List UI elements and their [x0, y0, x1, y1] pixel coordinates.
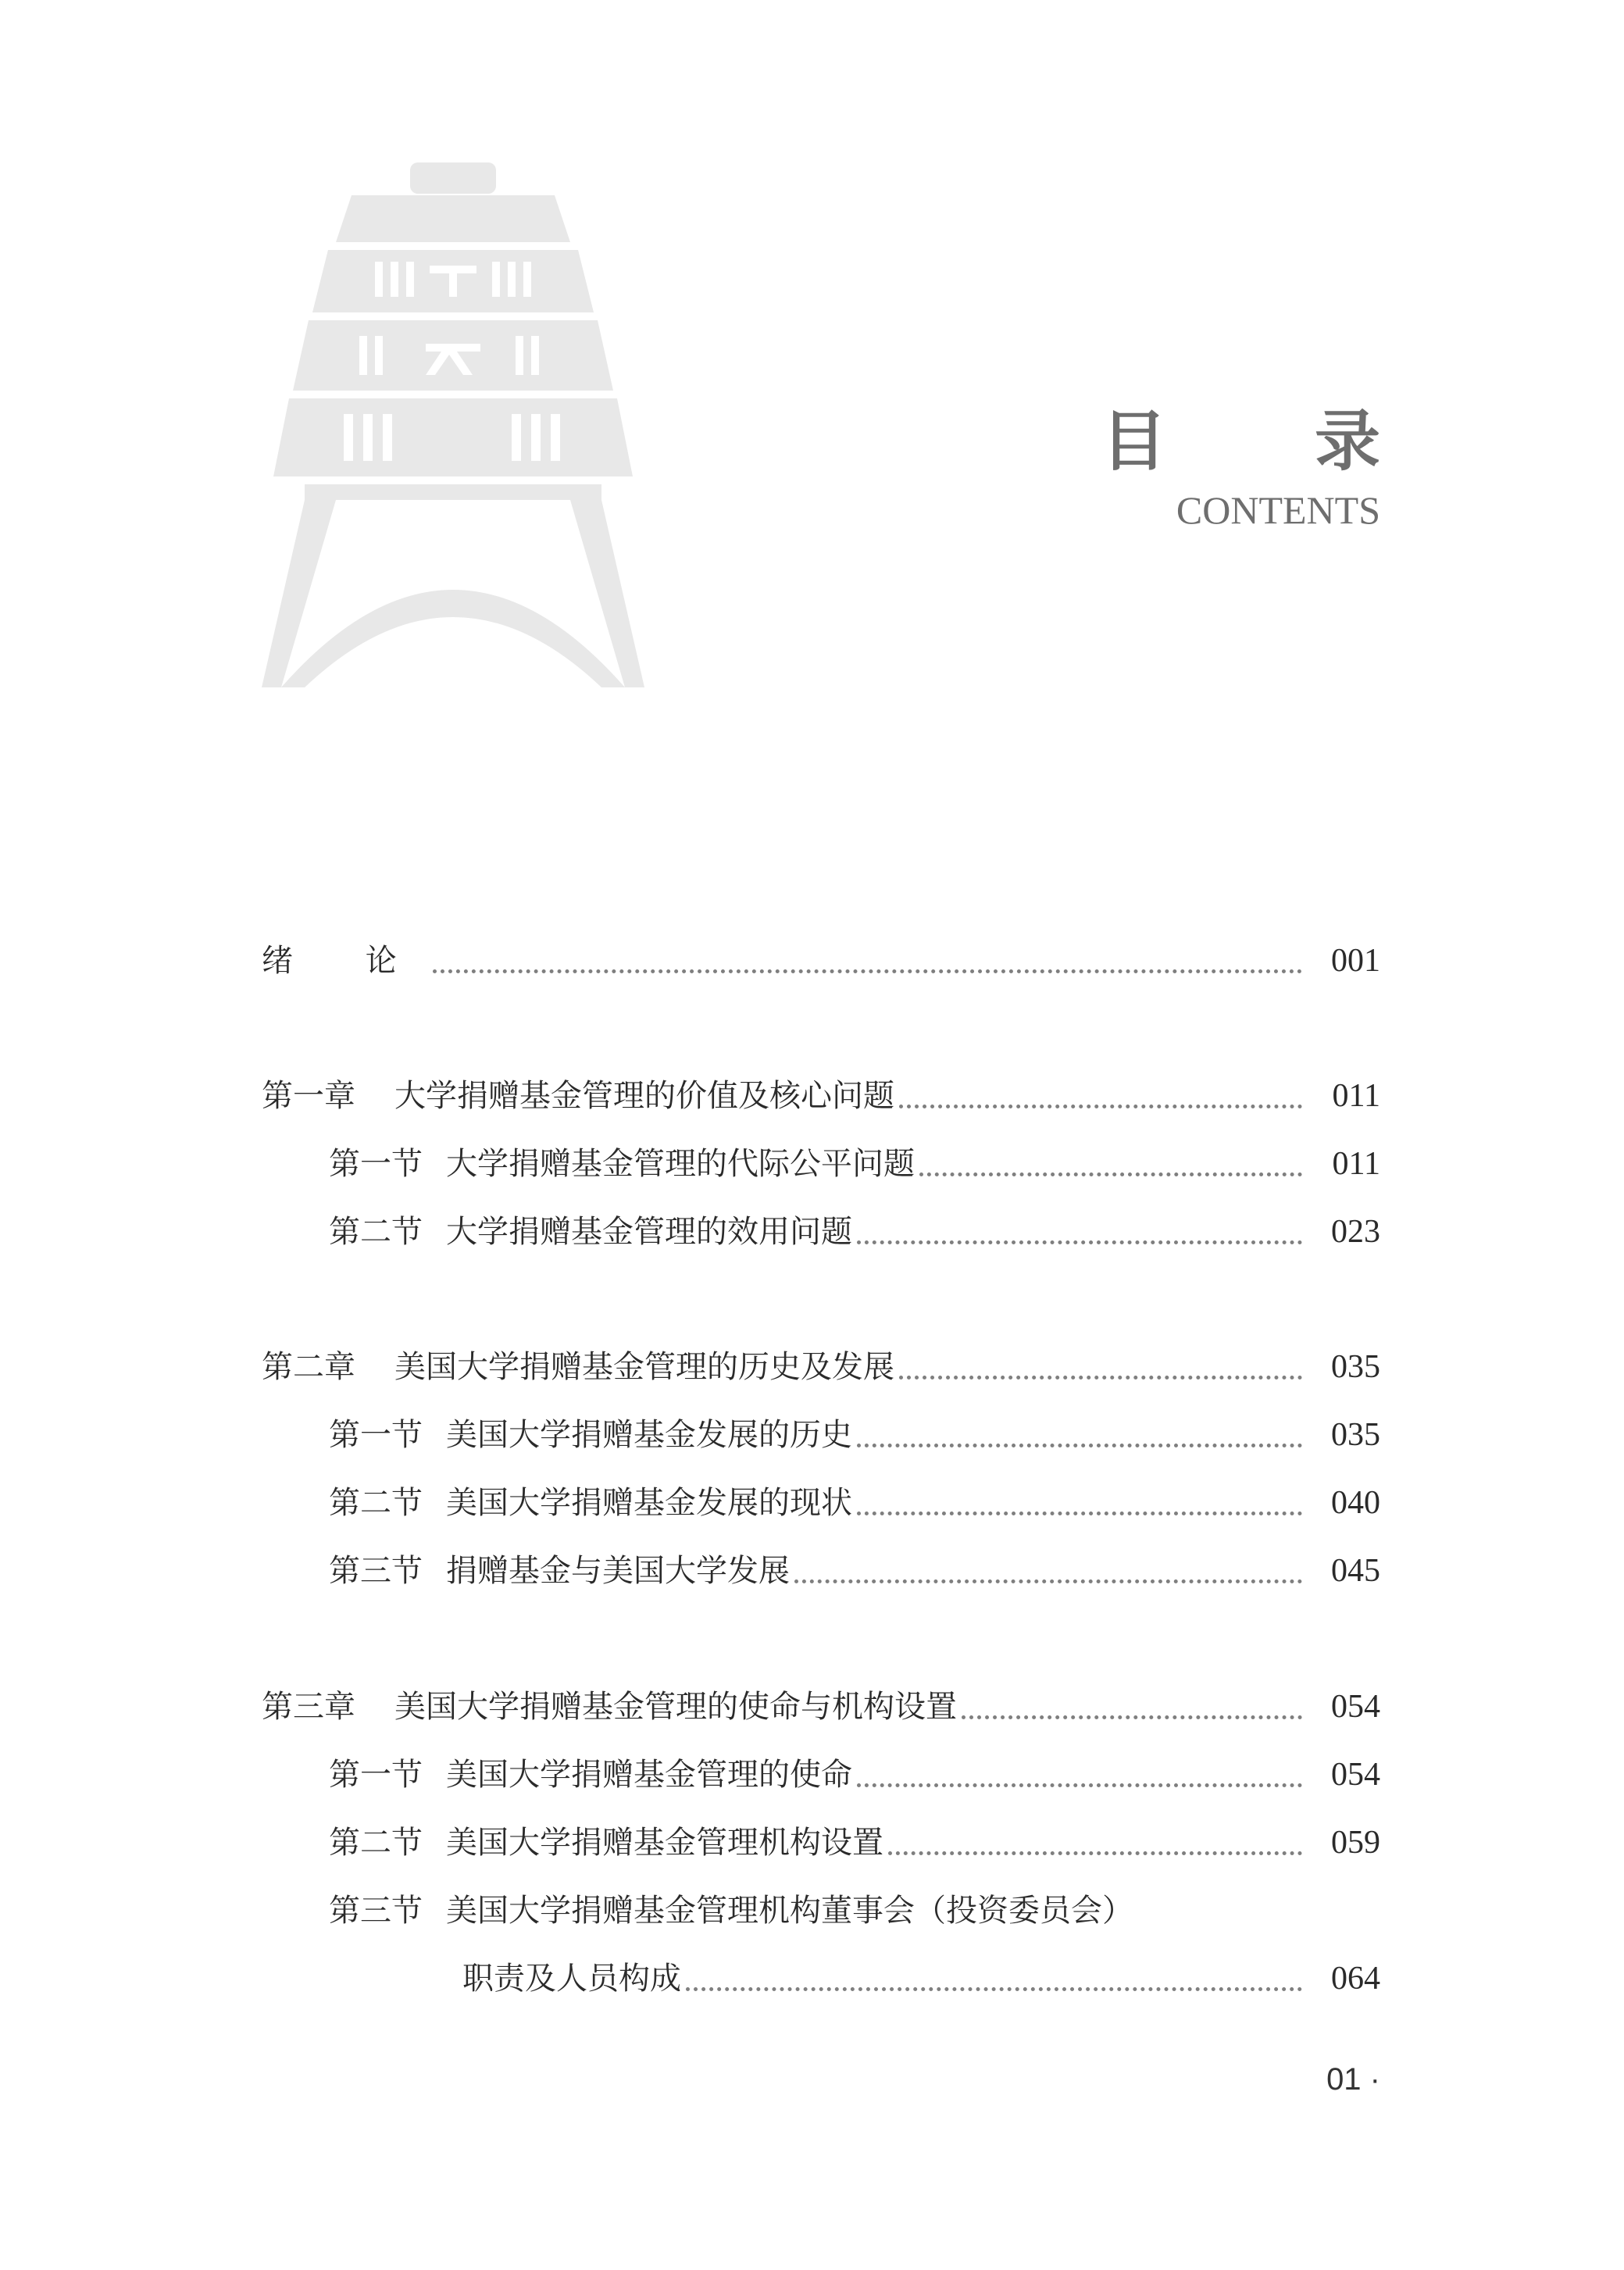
toc-entry-number: 第三节 — [329, 1553, 423, 1589]
toc-entry-section-2-3[interactable] — [262, 1540, 1380, 1594]
page-title: 目 录 — [1101, 402, 1443, 480]
toc-entry-title: 捐赠基金与美国大学发展 — [446, 1553, 790, 1589]
toc-entry-number: 第二节 — [329, 1485, 423, 1521]
leader-dots — [857, 1240, 1302, 1244]
toc-entry-section-3-2[interactable] — [262, 1811, 1380, 1866]
toc-entry-page: 040 — [1331, 1485, 1380, 1521]
toc-entry-title: 美国大学捐赠基金管理机构设置 — [446, 1825, 883, 1861]
toc-entry-section-3-1[interactable] — [262, 1744, 1380, 1798]
leader-dots — [433, 969, 1302, 973]
toc-entry-chapter-1[interactable] — [262, 1065, 1380, 1119]
toc-entry-title: 美国大学捐赠基金管理机构董事会（投资委员会） — [446, 1893, 1133, 1929]
toc-entry-title: 职责及人员构成 — [462, 1961, 681, 1997]
toc-entry-title: 大学捐赠基金管理的价值及核心问题 — [394, 1078, 894, 1114]
toc-entry-number: 第二节 — [329, 1214, 423, 1250]
toc-entry-number: 第三节 — [329, 1893, 423, 1929]
toc-entry-page: 035 — [1331, 1417, 1380, 1453]
toc-entry-number: 绪 论 — [262, 943, 428, 979]
toc-entry-chapter-2[interactable] — [262, 1336, 1380, 1390]
toc-entry-page: 011 — [1332, 1078, 1380, 1114]
toc-entry-title: 美国大学捐赠基金发展的历史 — [446, 1417, 852, 1453]
leader-dots — [686, 1987, 1302, 1991]
leader-dots — [857, 1444, 1302, 1447]
toc-entry-page: 054 — [1331, 1689, 1380, 1725]
leader-dots — [888, 1851, 1302, 1855]
leader-dots — [899, 1376, 1302, 1379]
leader-dots — [794, 1579, 1302, 1583]
toc-entry-number: 第一节 — [329, 1757, 423, 1793]
toc-entry-number: 第一章 — [262, 1078, 355, 1114]
toc-entry-number: 第一节 — [329, 1146, 423, 1182]
toc-entry-section-2-2[interactable] — [262, 1472, 1380, 1526]
page-number: 01 · — [1326, 2062, 1380, 2097]
toc-entry-section-3-3-continued[interactable] — [262, 1947, 1380, 2002]
toc-entry-number: 第二章 — [262, 1349, 355, 1385]
toc-entry-intro[interactable] — [262, 930, 1380, 984]
toc-entry-title: 美国大学捐赠基金管理的历史及发展 — [394, 1349, 894, 1385]
leader-dots — [899, 1105, 1302, 1108]
emblem-watermark-icon — [258, 156, 648, 703]
toc-entry-section-3-3[interactable] — [262, 1879, 1380, 1934]
leader-dots — [962, 1715, 1302, 1719]
toc-entry-title: 美国大学捐赠基金管理的使命与机构设置 — [394, 1689, 957, 1725]
toc-entry-title: 大学捐赠基金管理的代际公平问题 — [446, 1146, 915, 1182]
toc-entry-page: 001 — [1331, 943, 1380, 979]
toc-entry-section-1-2[interactable] — [262, 1201, 1380, 1255]
toc-entry-title: 大学捐赠基金管理的效用问题 — [446, 1214, 852, 1250]
page-subtitle: CONTENTS — [1176, 488, 1380, 532]
toc-entry-page: 023 — [1331, 1214, 1380, 1250]
toc-entry-number: 第二节 — [329, 1825, 423, 1861]
toc-entry-page: 035 — [1331, 1349, 1380, 1385]
toc-entry-number: 第三章 — [262, 1689, 355, 1725]
toc-entry-page: 054 — [1331, 1757, 1380, 1793]
toc-entry-page: 045 — [1331, 1553, 1380, 1589]
toc-entry-chapter-3[interactable] — [262, 1676, 1380, 1730]
leader-dots — [919, 1172, 1302, 1176]
toc-entry-page: 064 — [1331, 1961, 1380, 1997]
toc-entry-number: 第一节 — [329, 1417, 423, 1453]
toc-entry-section-1-1[interactable] — [262, 1133, 1380, 1187]
toc-entry-title: 美国大学捐赠基金管理的使命 — [446, 1757, 852, 1793]
toc-entry-page: 059 — [1331, 1825, 1380, 1861]
leader-dots — [857, 1512, 1302, 1515]
toc-entry-section-2-1[interactable] — [262, 1404, 1380, 1458]
toc-entry-page: 011 — [1332, 1146, 1380, 1182]
leader-dots — [857, 1783, 1302, 1787]
toc-entry-title: 美国大学捐赠基金发展的现状 — [446, 1485, 852, 1521]
